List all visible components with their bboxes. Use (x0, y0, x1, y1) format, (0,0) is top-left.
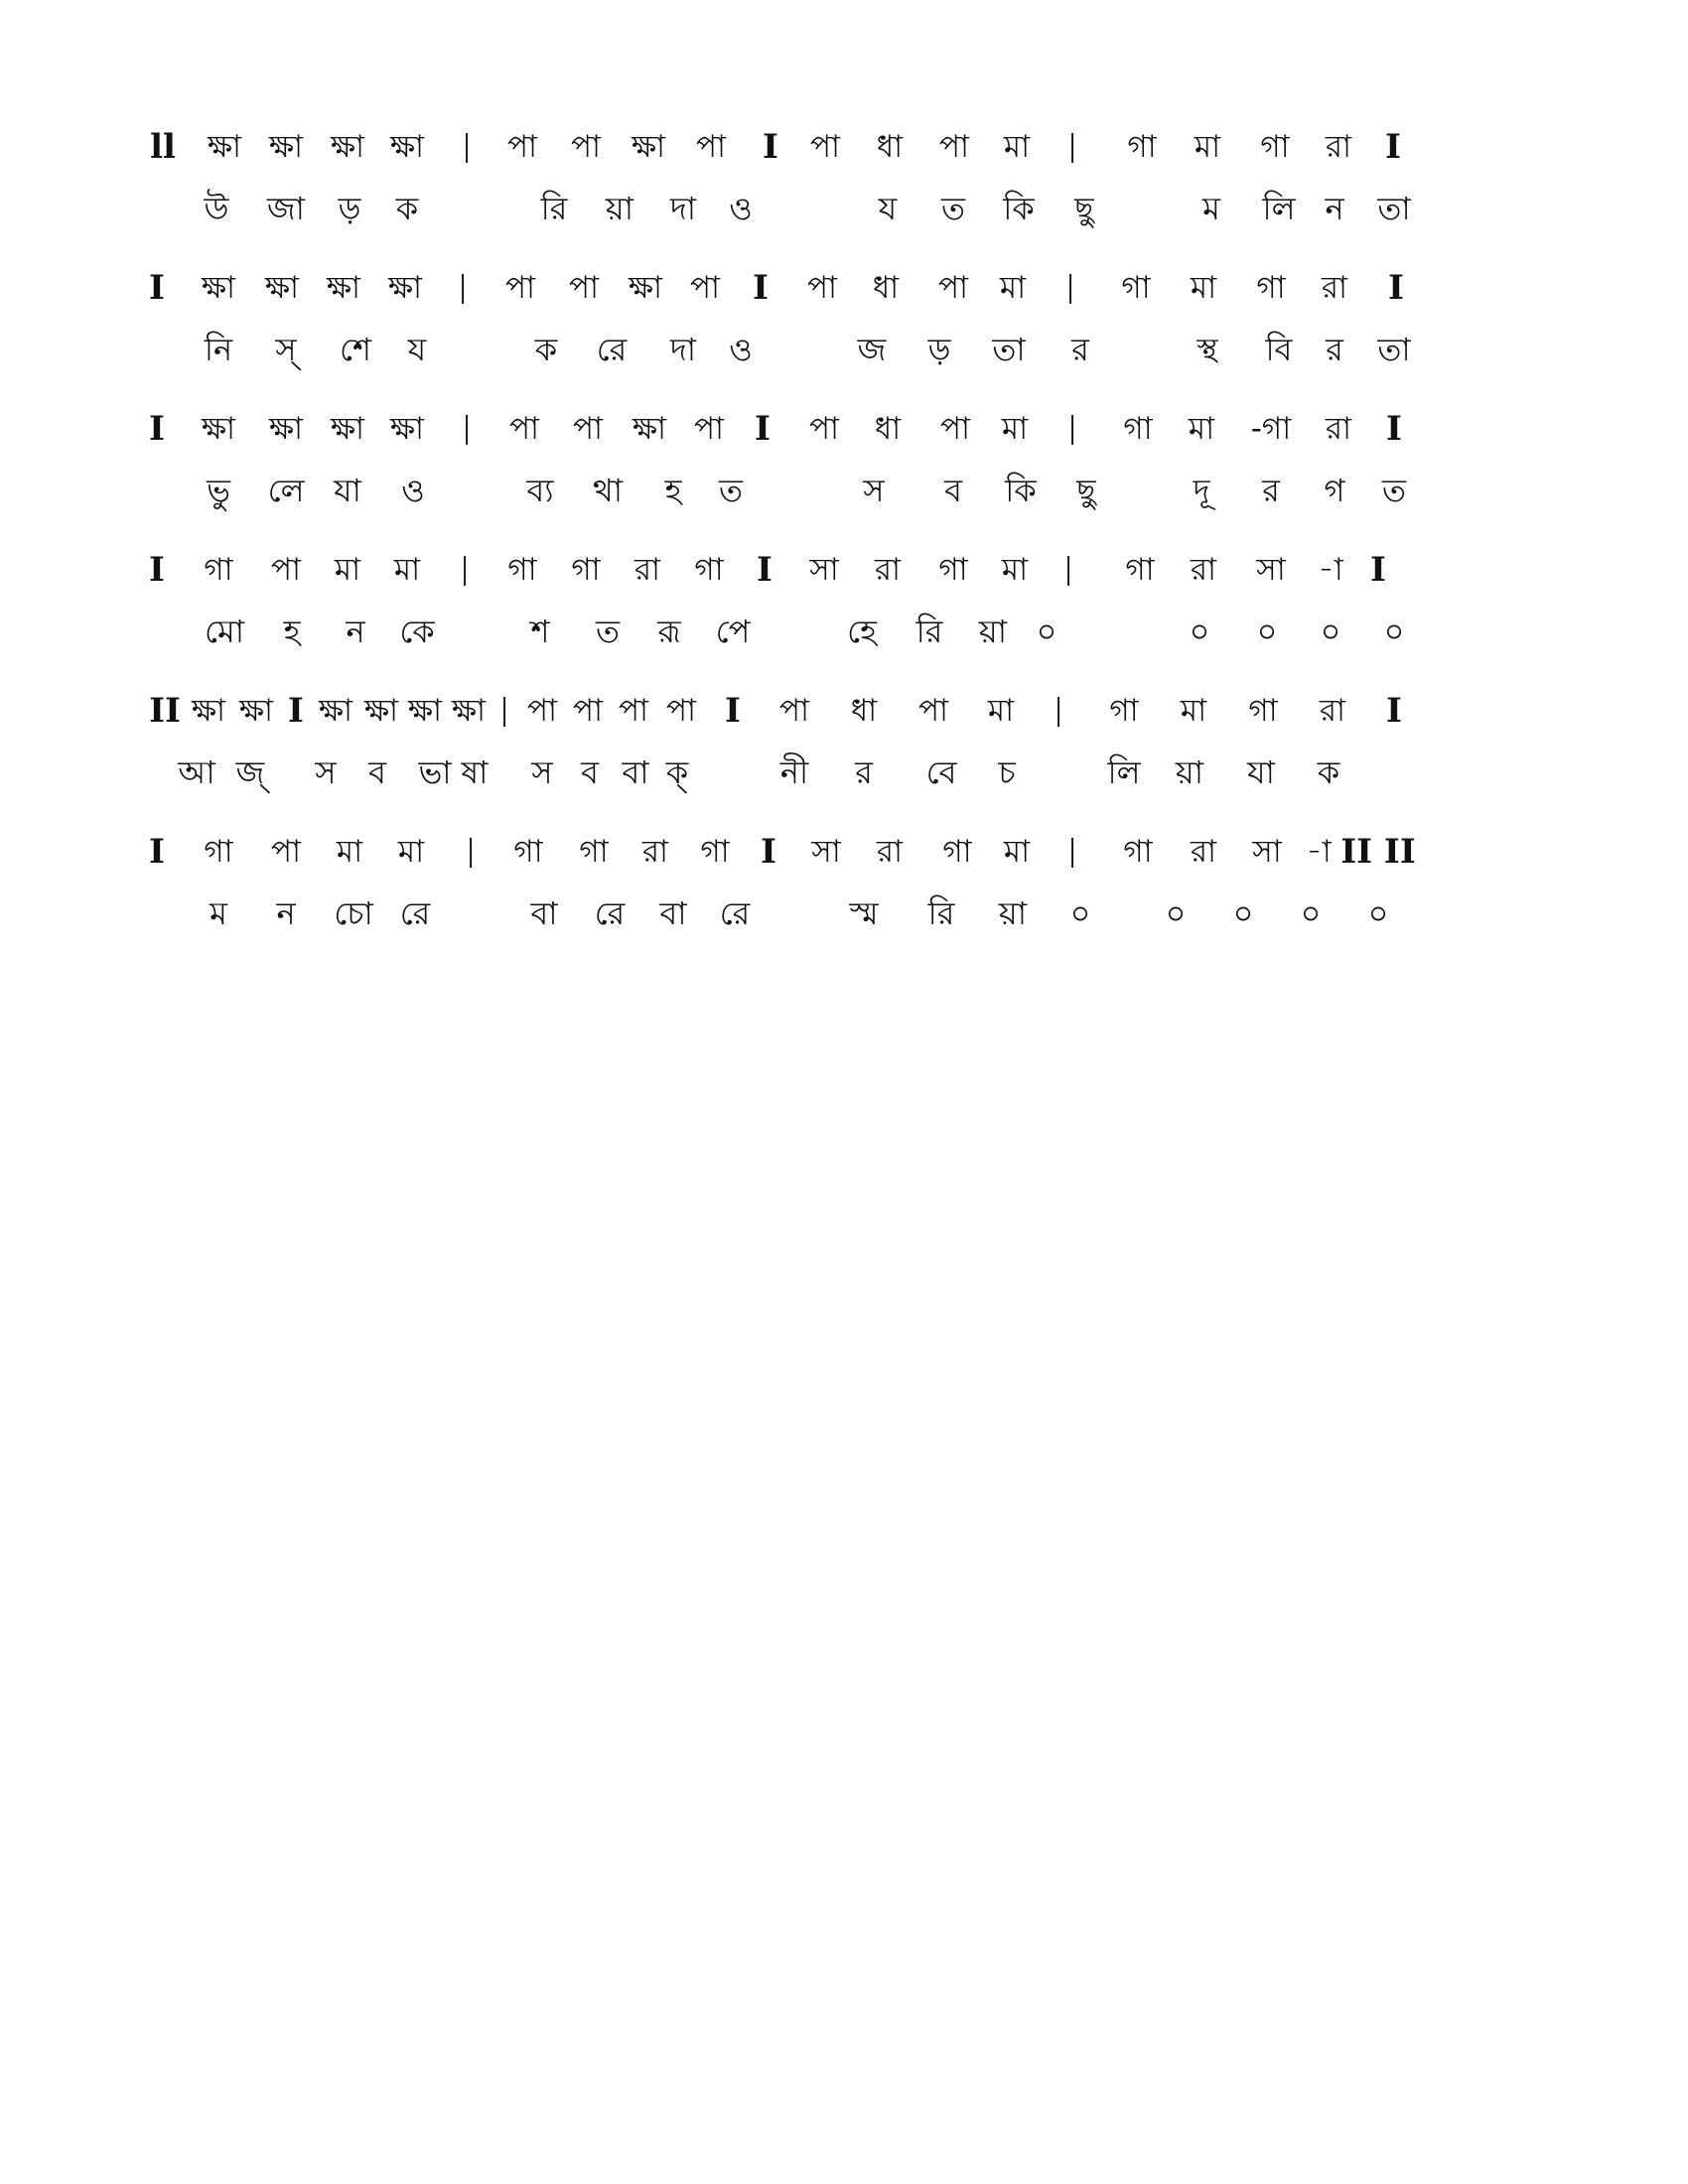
swar-note: পা (618, 693, 649, 729)
lyric-syllable: য (878, 190, 898, 227)
swar-note: ক্ষা (330, 411, 365, 447)
swar-note: ক্ষা (238, 693, 274, 729)
swar-note: মা (1001, 552, 1029, 588)
swar-note: পা (939, 411, 971, 447)
swar-note: গা (1125, 552, 1155, 588)
swar-note: ক্ষা (201, 411, 236, 447)
lyric-syllable: গ (1324, 472, 1345, 509)
lyric-syllable: শে (340, 331, 371, 368)
swar-note: মা (1180, 693, 1207, 729)
lyric-syllable: য়া (998, 894, 1028, 932)
swar-note: পা (806, 270, 838, 306)
lyric-syllable: র (855, 753, 873, 791)
lyric-syllable: ছু (1074, 190, 1094, 227)
notation-row-3 (147, 401, 1517, 542)
lyric-line (147, 602, 1517, 661)
lyric-syllable: ০ (1036, 614, 1057, 649)
swar-note: গা (1260, 129, 1290, 165)
swar-note: গা (507, 552, 537, 588)
swar-note: ক্ষা (451, 693, 487, 729)
lyric-syllable: ০ (1189, 614, 1210, 649)
swar-note: মা (1003, 129, 1031, 165)
bar-marker: I (1386, 691, 1402, 731)
lyric-syllable: নী (779, 753, 809, 791)
swar-note: গা (513, 834, 543, 870)
lyric-syllable: পে (715, 613, 751, 650)
beat-divider: | (460, 552, 470, 587)
swar-note: রা (1190, 552, 1217, 588)
swar-line (147, 824, 1517, 884)
swar-note: মা (987, 693, 1015, 729)
lyric-syllable: জ (857, 331, 887, 368)
lyric-syllable: ড় (927, 331, 951, 368)
notation-row-5 (147, 683, 1517, 824)
swar-note: পা (938, 129, 970, 165)
swar-note: গা (1121, 270, 1151, 306)
swar-note: মা (999, 270, 1027, 306)
lyric-syllable: দূ (1193, 472, 1210, 509)
lyric-syllable: ০ (1383, 614, 1405, 649)
lyric-syllable: থা (592, 472, 624, 509)
bar-marker: I (149, 832, 165, 872)
lyric-syllable: ব (581, 753, 599, 791)
swar-note: সা (1256, 552, 1286, 588)
lyric-syllable: হ (664, 472, 682, 509)
swar-note: পা (526, 693, 558, 729)
beat-divider: | (1067, 834, 1077, 869)
lyric-syllable: বি (1265, 331, 1293, 368)
lyric-syllable: ও (729, 190, 753, 227)
swar-note: ক্ষা (191, 693, 226, 729)
lyric-syllable: ত (940, 190, 966, 227)
swar-note: পা (665, 693, 697, 729)
swar-note: রা (1319, 693, 1346, 729)
lyric-syllable: র (1326, 331, 1343, 368)
bar-marker: II (149, 691, 181, 731)
swar-note: পা (808, 411, 840, 447)
bar-marker: I (1386, 409, 1402, 449)
swar-note: ক্ষা (268, 411, 304, 447)
lyric-syllable: শ (530, 613, 550, 650)
swar-note: ক্ষা (264, 270, 300, 306)
lyric-syllable: তা (1377, 331, 1411, 368)
swar-note: গা (579, 834, 609, 870)
swar-note: ক্ষা (632, 411, 667, 447)
swar-note: রা (633, 552, 661, 588)
lyric-syllable: হে (847, 613, 877, 650)
swar-note: মা (393, 552, 421, 588)
swar-note: পা (917, 693, 949, 729)
lyric-syllable: ড় (338, 190, 361, 227)
lyric-line (147, 743, 1517, 802)
lyric-syllable: ০ (1300, 895, 1322, 931)
swar-note: গা (204, 552, 233, 588)
beat-divider: | (1054, 693, 1063, 728)
beat-divider: | (462, 411, 472, 446)
swar-note: ক্ষা (363, 693, 399, 729)
swar-note: রা (876, 834, 904, 870)
bar-marker: ll (150, 127, 176, 167)
swar-note: পা (270, 834, 302, 870)
lyric-syllable: ক (1317, 753, 1340, 791)
lyric-syllable: জা (267, 190, 305, 227)
lyric-syllable: ত (595, 613, 621, 650)
lyric-syllable: ন (276, 894, 296, 932)
lyric-syllable: ন (346, 613, 365, 650)
swar-note: গা (1123, 411, 1153, 447)
swar-note: -গা (1250, 411, 1292, 447)
lyric-syllable: রে (596, 331, 628, 368)
swar-note: পা (689, 270, 721, 306)
swar-note: গা (1256, 270, 1286, 306)
lyric-syllable: ০ (1232, 895, 1254, 931)
lyric-syllable: ০ (1256, 614, 1278, 649)
lyric-syllable: ন (1325, 190, 1344, 227)
notation-row-4 (147, 542, 1517, 683)
swar-line (147, 683, 1517, 743)
swar-note: পা (568, 270, 600, 306)
lyric-syllable: ছু (1076, 472, 1096, 509)
swar-note: মা (1001, 411, 1029, 447)
lyric-syllable: কে (399, 613, 435, 650)
lyric-syllable: কি (1005, 472, 1037, 509)
swar-note: রা (1321, 270, 1348, 306)
lyric-line (147, 884, 1517, 943)
swar-note: পা (778, 693, 810, 729)
lyric-syllable: বা (622, 753, 649, 791)
swar-line (147, 260, 1517, 320)
swar-note: গা (942, 834, 972, 870)
lyric-line (147, 320, 1517, 379)
lyric-syllable: ক (395, 190, 419, 227)
lyric-syllable: তা (992, 331, 1026, 368)
swar-note: মা (397, 834, 425, 870)
bar-marker: I (149, 409, 165, 449)
lyric-syllable: আ (178, 753, 215, 791)
bar-marker: I (149, 268, 165, 308)
bar-marker: II II (1340, 832, 1416, 872)
lyric-syllable: রি (915, 613, 943, 650)
swar-line (147, 119, 1517, 179)
swar-note: ক্ষা (330, 129, 365, 165)
swar-note: পা (695, 129, 727, 165)
lyric-syllable: যা (334, 472, 361, 509)
swar-note: ক্ষা (326, 270, 361, 306)
lyric-line (147, 179, 1517, 238)
swar-note: পা (809, 129, 841, 165)
lyric-syllable: ত (718, 472, 744, 509)
swar-note: ধা (876, 129, 904, 165)
swar-note: -া (1306, 834, 1332, 870)
swar-note: ধা (872, 270, 900, 306)
swar-note: ধা (850, 693, 878, 729)
lyric-syllable: যা (1247, 753, 1275, 791)
lyric-syllable: ত (1381, 472, 1407, 509)
lyric-syllable: রে (399, 894, 431, 932)
swar-note: মা (336, 834, 363, 870)
swar-note: পা (572, 693, 604, 729)
swar-note: ক্ষা (407, 693, 443, 729)
swar-note: রা (1325, 411, 1352, 447)
swar-note: ক্ষা (318, 693, 353, 729)
swar-note: ক্ষা (207, 129, 242, 165)
swar-line (147, 542, 1517, 602)
lyric-syllable: র (1262, 472, 1280, 509)
lyric-syllable: ম (1202, 190, 1220, 227)
bar-marker: I (763, 127, 778, 167)
lyric-syllable: স্থ (1196, 331, 1218, 368)
swar-note: গা (204, 834, 233, 870)
swar-note: গা (700, 834, 730, 870)
beat-divider: | (499, 693, 509, 728)
lyric-syllable: ব্য (526, 472, 554, 509)
lyric-syllable: বা (659, 894, 687, 932)
swar-note: গা (1248, 693, 1278, 729)
lyric-syllable: স (863, 472, 885, 509)
beat-divider: | (1065, 270, 1075, 305)
lyric-syllable: বে (925, 753, 957, 791)
lyric-syllable: স (315, 753, 337, 791)
lyric-syllable: দা (669, 190, 697, 227)
lyric-syllable: কি (1003, 190, 1035, 227)
lyric-syllable: ০ (1367, 895, 1389, 931)
lyric-syllable: রে (594, 894, 626, 932)
lyric-syllable: রি (927, 894, 955, 932)
lyric-syllable: য়া (1175, 753, 1204, 791)
bar-marker: I (1370, 550, 1386, 590)
swar-note: পা (937, 270, 969, 306)
swar-note: ক্ষা (387, 270, 423, 306)
lyric-syllable: রূ (657, 613, 681, 650)
lyric-syllable: স (531, 753, 553, 791)
lyric-syllable: ভা (418, 753, 452, 791)
swar-note: মা (334, 552, 361, 588)
swar-note: গা (1127, 129, 1157, 165)
lyric-syllable: রে (719, 894, 751, 932)
swar-note: ক্ষা (389, 129, 425, 165)
lyric-syllable: তা (1377, 190, 1411, 227)
lyric-syllable: লে (267, 472, 305, 509)
swar-note: মা (1188, 411, 1215, 447)
swar-note: গা (571, 552, 601, 588)
swar-note: সা (1252, 834, 1282, 870)
swar-note: ধা (874, 411, 902, 447)
swar-note: পা (570, 129, 602, 165)
beat-divider: | (458, 270, 468, 305)
swar-note: পা (270, 552, 302, 588)
lyric-syllable: য়া (605, 190, 634, 227)
lyric-syllable: বা (530, 894, 558, 932)
lyric-syllable: উ (204, 190, 229, 227)
lyric-syllable: ০ (1165, 895, 1187, 931)
lyric-syllable: ০ (1320, 614, 1341, 649)
swar-note: ক্ষা (631, 129, 666, 165)
swar-note: মা (1190, 270, 1217, 306)
bar-marker: I (753, 268, 769, 308)
lyric-syllable: ও (729, 331, 753, 368)
lyric-syllable: হ (283, 613, 301, 650)
lyric-syllable: ও (401, 472, 425, 509)
lyric-syllable: লি (1262, 190, 1296, 227)
lyric-syllable: র (1071, 331, 1089, 368)
bar-marker: I (1385, 127, 1401, 167)
swar-note: পা (504, 270, 536, 306)
bar-marker: I (149, 550, 165, 590)
swar-note: রা (641, 834, 669, 870)
lyric-syllable: ভু (207, 472, 230, 509)
swar-note: পা (506, 129, 538, 165)
swar-note: রা (874, 552, 902, 588)
lyric-syllable: য (407, 331, 427, 368)
lyric-syllable: চ (998, 753, 1016, 791)
bar-marker: I (1388, 268, 1404, 308)
swar-note: গা (694, 552, 724, 588)
swar-note: পা (508, 411, 540, 447)
lyric-syllable: ম (210, 894, 227, 932)
beat-divider: | (1063, 552, 1073, 587)
lyric-syllable: ব (944, 472, 962, 509)
lyric-syllable: স্ম (849, 894, 879, 932)
swar-note: মা (1194, 129, 1221, 165)
notation-row-2 (147, 260, 1517, 401)
swar-note: সা (809, 552, 839, 588)
swar-line (147, 401, 1517, 461)
notation-row-6 (147, 824, 1517, 965)
swar-note: ক্ষা (201, 270, 236, 306)
swar-note: ক্ষা (628, 270, 663, 306)
lyric-syllable: ব (368, 753, 386, 791)
lyric-syllable: মো (204, 613, 245, 650)
bar-marker: I (288, 691, 304, 731)
lyric-syllable: জ্ (235, 753, 265, 791)
swar-note: রা (1325, 129, 1352, 165)
bar-marker: I (725, 691, 741, 731)
swar-note: গা (938, 552, 968, 588)
swar-note: পা (572, 411, 604, 447)
swar-note: রা (1190, 834, 1217, 870)
swar-note: ক্ষা (268, 129, 304, 165)
swar-note: ক্ষা (389, 411, 425, 447)
beat-divider: | (1067, 411, 1077, 446)
swar-note: -া (1318, 552, 1343, 588)
bar-marker: I (755, 409, 771, 449)
swar-note: গা (1109, 693, 1139, 729)
lyric-syllable: ক (534, 331, 558, 368)
lyric-syllable: নি (204, 331, 233, 368)
beat-divider: | (466, 834, 476, 869)
bar-marker: I (757, 550, 773, 590)
lyric-syllable: রি (540, 190, 568, 227)
lyric-syllable: ক্ (665, 753, 689, 791)
lyric-syllable: ষা (461, 753, 489, 791)
bar-marker: I (761, 832, 776, 872)
lyric-syllable: য়া (978, 613, 1008, 650)
swar-note: সা (811, 834, 841, 870)
swar-note: মা (1003, 834, 1031, 870)
swar-note: পা (693, 411, 725, 447)
lyric-syllable: চো (334, 894, 373, 932)
lyric-syllable: স্ (275, 331, 297, 368)
lyric-syllable: লি (1107, 753, 1141, 791)
notation-row-1 (147, 119, 1517, 260)
swar-note: গা (1123, 834, 1153, 870)
notation-sheet (147, 119, 1517, 965)
lyric-syllable: ০ (1069, 895, 1091, 931)
beat-divider: | (462, 129, 472, 164)
lyric-line (147, 461, 1517, 520)
lyric-syllable: দা (669, 331, 697, 368)
beat-divider: | (1067, 129, 1077, 164)
